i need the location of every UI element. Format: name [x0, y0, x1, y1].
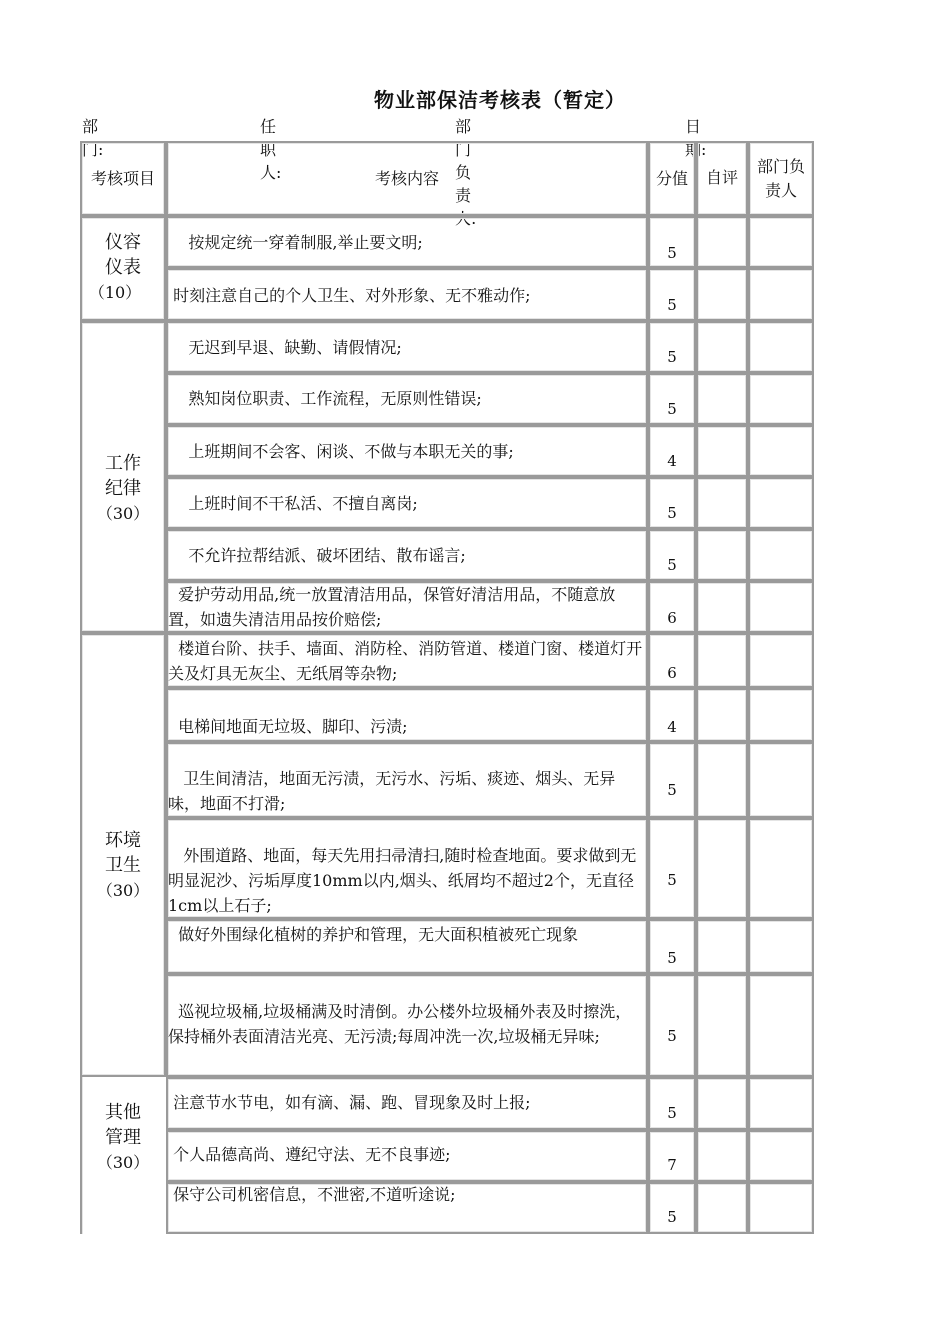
- row-content: 上班期间不会客、闲谈、不做与本职无关的事;: [168, 442, 514, 461]
- row-self-box: [696, 974, 748, 1077]
- row-content: 时刻注意自己的个人卫生、对外形象、无不雅动作;: [168, 286, 531, 305]
- row-score-box: [648, 818, 696, 919]
- row-head-box: [748, 529, 814, 581]
- row-self-box: [696, 268, 748, 321]
- category-name-line2: 卫生: [105, 855, 141, 876]
- row-content: 上班时间不干私活、不擅自离岗;: [168, 494, 418, 513]
- row-self-box: [696, 818, 748, 919]
- row-score: 6: [667, 664, 677, 682]
- header-score: 分值: [655, 168, 688, 188]
- row-head-box: [748, 1077, 814, 1130]
- row-content: 按规定统一穿着制服,举止要文明;: [168, 233, 423, 252]
- row-score: 4: [667, 452, 677, 470]
- row-self-box: [696, 216, 748, 268]
- row-head-box: [748, 742, 814, 818]
- header-item: 考核项目: [90, 168, 155, 188]
- row-head-box: [748, 633, 814, 688]
- row-score: 5: [667, 1027, 677, 1045]
- category-name-line2: 纪律: [105, 478, 141, 499]
- row-content: 不允许拉帮结派、破坏团结、散布谣言;: [168, 546, 466, 565]
- row-content: 楼道台阶、扶手、墙面、消防栓、消防管道、楼道门窗、楼道灯开关及灯具无灰尘、无纸屑等杂物;: [168, 639, 643, 683]
- category-discipline: [80, 451, 166, 526]
- row-head-box: [748, 1130, 814, 1182]
- row-head-box: [748, 268, 814, 321]
- row-content: 卫生间清洁，地面无污渍，无污水、污垢、痰迹、烟头、无异味，地面不打滑;: [168, 769, 616, 813]
- category-name-line2: 管理: [105, 1127, 141, 1148]
- row-score: 5: [667, 871, 677, 889]
- header-self-eval: 自评: [705, 168, 738, 187]
- row-head-box: [748, 425, 814, 477]
- row-content: 注意节水节电，如有滴、漏、跑、冒现象及时上报;: [168, 1093, 531, 1112]
- category-name-line1: 工作: [105, 453, 141, 474]
- category-points: （30）: [96, 1153, 150, 1172]
- category-name-line1: 仪容: [105, 232, 141, 253]
- row-head-box: [748, 688, 814, 742]
- category-name-line2: 仪表: [105, 257, 141, 278]
- row-self-box: [696, 1182, 748, 1234]
- row-self-box: [696, 321, 748, 373]
- row-score: 5: [667, 400, 677, 418]
- row-content: 爱护劳动用品,统一放置清洁用品，保管好清洁用品，不随意放置，如遗失清洁用品按价赔偿;: [168, 585, 616, 629]
- category-hygiene: [80, 828, 166, 903]
- category-name-line1: 环境: [105, 830, 141, 851]
- row-content: 外围道路、地面，每天先用扫帚清扫,随时检查地面。要求做到无明显泥沙、污垢厚度10mm以内,烟头、纸屑均不超过2个，无直径1cm以上石子;: [168, 846, 637, 915]
- row-head-box: [748, 477, 814, 529]
- row-self-box: [696, 425, 748, 477]
- employee-label: 任职人:: [260, 117, 282, 182]
- date-label: 日期:: [685, 117, 707, 159]
- header-content: 考核内容: [374, 168, 439, 188]
- category-points: （30）: [96, 881, 150, 900]
- dept-head-label: 部门负责人:: [455, 117, 477, 228]
- row-self-box: [696, 1130, 748, 1182]
- row-head-box: [748, 974, 814, 1077]
- row-self-box: [696, 742, 748, 818]
- row-self-box: [696, 373, 748, 425]
- row-score: 5: [667, 244, 677, 262]
- category-appearance: [80, 230, 166, 305]
- row-content: 巡视垃圾桶,垃圾桶满及时清倒。办公楼外垃圾桶外表及时擦洗，保持桶外表面清洁光亮、无污渍;每周冲洗一次,垃圾桶无异味;: [168, 1002, 632, 1046]
- row-score: 5: [667, 296, 677, 314]
- row-score: 6: [667, 609, 677, 627]
- row-content: 做好外围绿化植树的养护和管理，无大面积植被死亡现象: [168, 925, 579, 944]
- category-name-line1: 其他: [105, 1102, 141, 1123]
- row-self-box: [696, 633, 748, 688]
- row-score: 5: [667, 504, 677, 522]
- row-score: 5: [667, 348, 677, 366]
- department-label: 部门:: [82, 117, 104, 159]
- category-points: （10）: [88, 283, 142, 302]
- row-self-box: [696, 919, 748, 974]
- row-content: 个人品德高尚、遵纪守法、无不良事迹;: [168, 1145, 451, 1164]
- row-content: 熟知岗位职责、工作流程，无原则性错误;: [168, 389, 482, 408]
- row-score: 7: [667, 1156, 677, 1174]
- row-self-box: [696, 688, 748, 742]
- row-self-box: [696, 1077, 748, 1130]
- header-dept-head-eval: 部门负责人: [756, 156, 805, 200]
- row-score: 5: [667, 1104, 677, 1122]
- row-head-box: [748, 919, 814, 974]
- category-other: [80, 1100, 166, 1175]
- row-score-box: [648, 974, 696, 1077]
- row-self-box: [696, 477, 748, 529]
- row-head-box: [748, 373, 814, 425]
- row-content: 电梯间地面无垃圾、脚印、污渍;: [168, 717, 408, 736]
- row-head-box: [748, 818, 814, 919]
- row-score: 5: [667, 556, 677, 574]
- row-score: 5: [667, 1208, 677, 1226]
- row-self-box: [696, 529, 748, 581]
- form-title: 物业部保洁考核表（暂定）: [374, 88, 626, 112]
- category-points: （30）: [96, 504, 150, 523]
- row-head-box: [748, 321, 814, 373]
- row-score: 5: [667, 949, 677, 967]
- row-head-box: [748, 1182, 814, 1234]
- row-self-box: [696, 581, 748, 633]
- row-score: 4: [667, 718, 677, 736]
- row-head-box: [748, 581, 814, 633]
- row-content: 无迟到早退、缺勤、请假情况;: [168, 338, 402, 357]
- row-score-box: [648, 742, 696, 818]
- row-score: 5: [667, 781, 677, 799]
- row-content: 保守公司机密信息，不泄密,不道听途说;: [168, 1185, 456, 1204]
- row-head-box: [748, 216, 814, 268]
